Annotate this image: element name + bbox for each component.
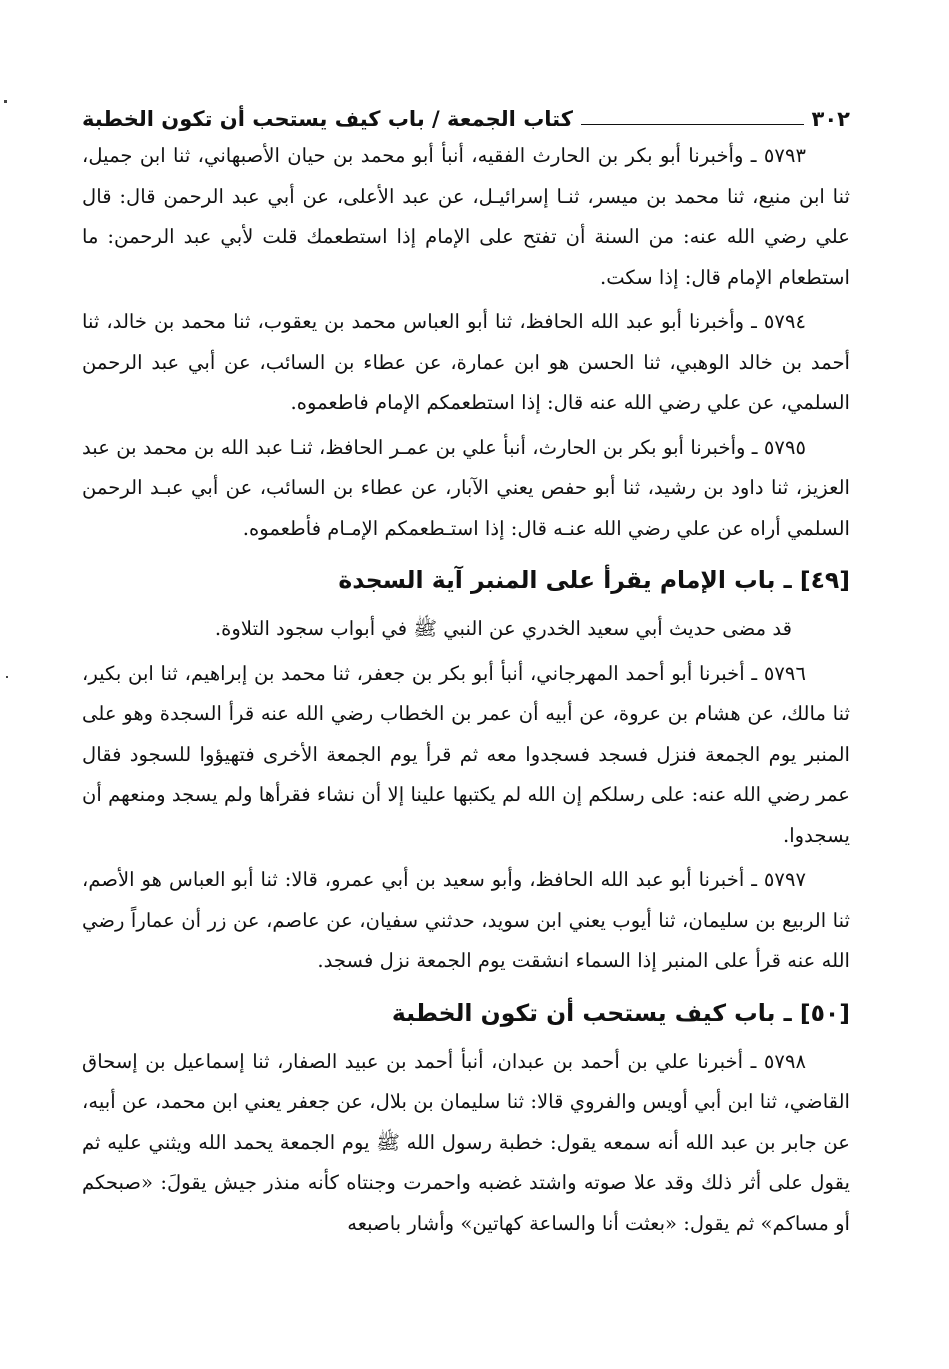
hadith-text: ـ وأخبرنا أبو بكر بن الحارث، أنبأ علي بن عمـر الحافظ، ثنـا عبد الله بن محمد بن عبد العزيز، ثنا داود بن رشيد، ثنا أبو حفص يعني الآبار، عن عطاء بن السائب، عن أبي عبـد الرحمن السلمي أراه عن علي رضي الله عنـه قال: إذا استـطعمكم الإمـام فأطعموه. (82, 435, 850, 540)
chapter-49-intro: قد مضى حديث أبي سعيد الخدري عن النبي ﷺ في أبواب سجود التلاوة. (214, 617, 792, 640)
hadith-5796 (82, 654, 850, 857)
scan-mark (4, 100, 7, 103)
chapter-heading-49: [٤٩] ـ باب الإمام يقرأ على المنبر آية السجدة (338, 566, 850, 594)
hadith-text: ـ وأخبرنا أبو عبد الله الحافظ، ثنا أبو العباس محمد بن يعقوب، ثنا محمد بن خالد، ثنا أحمد بن خالد الوهبي، ثنا الحسن هو ابن عمارة، عن عطاء بن السائب، عن أبي عبد الرحمن السلمي، عن علي رضي الله عنه قال: إذا استطعمكم الإمام فاطعموه. (82, 310, 850, 414)
hadith-5794 (82, 302, 850, 424)
page-body (82, 136, 850, 1244)
book-page (82, 92, 850, 1244)
hadith-number: ٥٧٩٦ (763, 661, 806, 685)
hadith-5793 (82, 136, 850, 298)
hadith-number: ٥٧٩٤ (763, 310, 806, 333)
hadith-number: ٥٧٩٧ (763, 868, 806, 891)
hadith-number: ٥٧٩٨ (763, 1049, 806, 1073)
hadith-text: ـ أخبرنا أبو أحمد المهرجاني، أنبأ أبو بكر بن جعفر، ثنا محمد بن إبراهيم، ثنا ابن بكير، ثنا مالك، عن هشام بن عروة، عن أبيه أن عمر بن الخطاب رضي الله عنه قرأ السجدة وهو على المنبر يوم الجمعة فنزل فسجد فسجدوا معه ثم قرأ يوم الجمعة الأخرى فتهيؤوا للسجود فقال عمر رضي الله عنه: على رسلكم إن الله لم يكتبها علينا إلا أن نشاء فقرأها ولم يسجد ومنعهم أن يسجدوا. (82, 661, 850, 847)
hadith-text: ـ أخبرنا أبو عبد الله الحافظ، وأبو سعيد بن أبي عمرو، قالا: ثنا أبو العباس هو الأصم، ثنا الربيع بن سليمان، ثنا أيوب يعني ابن سويد، حدثني سفيان، عن عاصم، عن زر أن عماراً رضي الله عنه قرأ على المنبر إذا السماء انشقت يوم الجمعة نزل فسجد. (82, 868, 850, 972)
hadith-text: ـ وأخبرنا أبو بكر بن الحارث الفقيه، أنبأ أبو محمد بن حيان الأصبهاني، ثنا ابن جميل، ثنا ابن منيع، ثنا محمد بن ميسر، ثنـا إسرائيـل، عن عبد الأعلى، عن أبي عبد الرحمن قال: قال علي رضي الله عنه: من السنة أن تفتح على الإمام إذا استطعمك قلت لأبي عبد الرحمن: ما استطعام الإمام قال: إذا سكت. (82, 144, 850, 289)
running-title: كتاب الجمعة / باب كيف يستحب أن تكون الخطبة (82, 107, 573, 131)
hadith-text: ـ أخبرنا علي بن أحمد بن عبدان، أنبأ أحمد بن عبيد الصفار، ثنا إسماعيل بن إسحاق القاضي، ثنا ابن أبي أويس والفروي قالا: ثنا سليمان بن بلال، عن جعفر يعني ابن محمد، عن أبيه، عن جابر بن عبد الله أنه سمعه يقول: خطبة رسول الله ﷺ يوم الجمعة يحمد الله ويثني عليه ثم يقول على أثر ذلك وقد علا صوته واشتد غضبه واحمرت وجنتاه كأنه منذر جيش يقولَ: «صبحكم أو مساكم» ثم يقول: «بعثت أنا والساعة كهاتين» وأشار باصبعه (82, 1049, 850, 1235)
hadith-5795 (82, 428, 850, 550)
header-rule (581, 124, 804, 125)
chapter-heading-50: [٥٠] ـ باب كيف يستحب أن تكون الخطبة (391, 998, 850, 1027)
hadith-number: ٥٧٩٣ (763, 144, 806, 167)
running-header (82, 92, 850, 130)
scan-mark (6, 676, 8, 678)
page-number: ٣٠٢ (811, 107, 850, 131)
hadith-5798 (82, 1042, 850, 1245)
hadith-5797 (82, 860, 850, 982)
hadith-number: ٥٧٩٥ (763, 435, 807, 459)
